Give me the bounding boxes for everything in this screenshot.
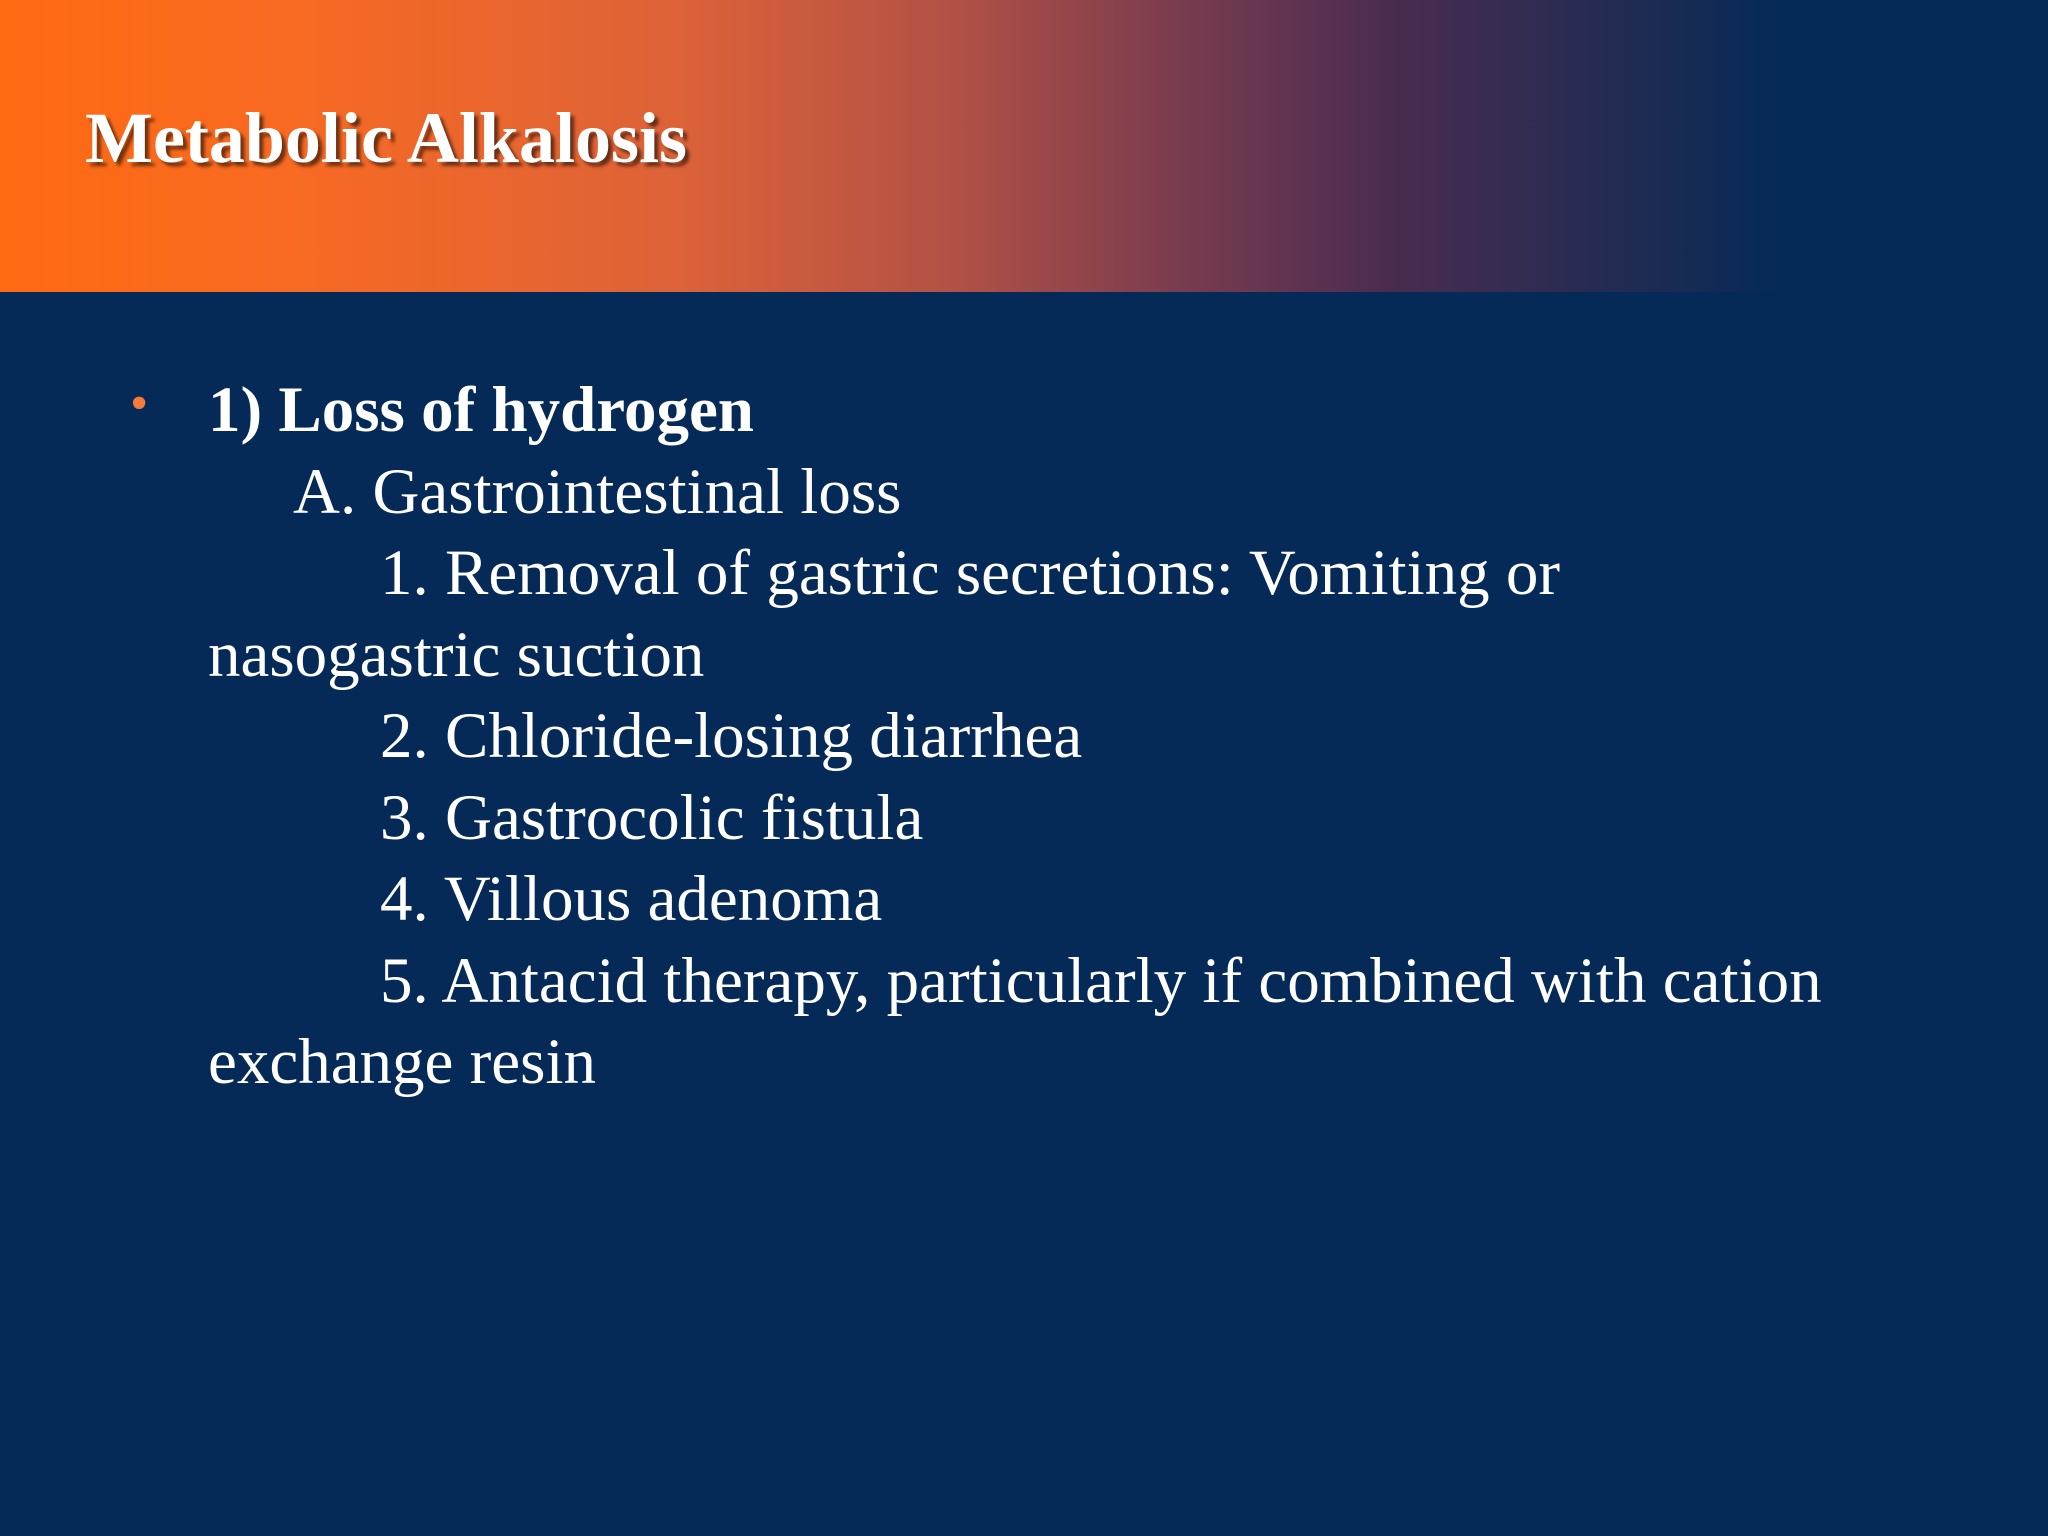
list-item-2: 2. Chloride-losing diarrhea	[380, 700, 1083, 772]
list-item-5-continuation: exchange resin	[208, 1026, 597, 1098]
list-item-1: 1. Removal of gastric secretions: Vomiting or	[380, 537, 1561, 609]
bullet-heading: 1) Loss of hydrogen	[208, 374, 754, 446]
list-item-4: 4. Villous adenoma	[380, 863, 883, 935]
subheading-gastrointestinal-loss: A. Gastrointestinal loss	[293, 456, 902, 528]
list-item-5: 5. Antacid therapy, particularly if combined with cation	[380, 945, 1822, 1017]
slide-title: Metabolic Alkalosis	[85, 98, 688, 178]
bullet-marker: •	[130, 375, 149, 432]
list-item-3: 3. Gastrocolic fistula	[380, 782, 924, 854]
list-item-1-continuation: nasogastric suction	[208, 619, 705, 691]
